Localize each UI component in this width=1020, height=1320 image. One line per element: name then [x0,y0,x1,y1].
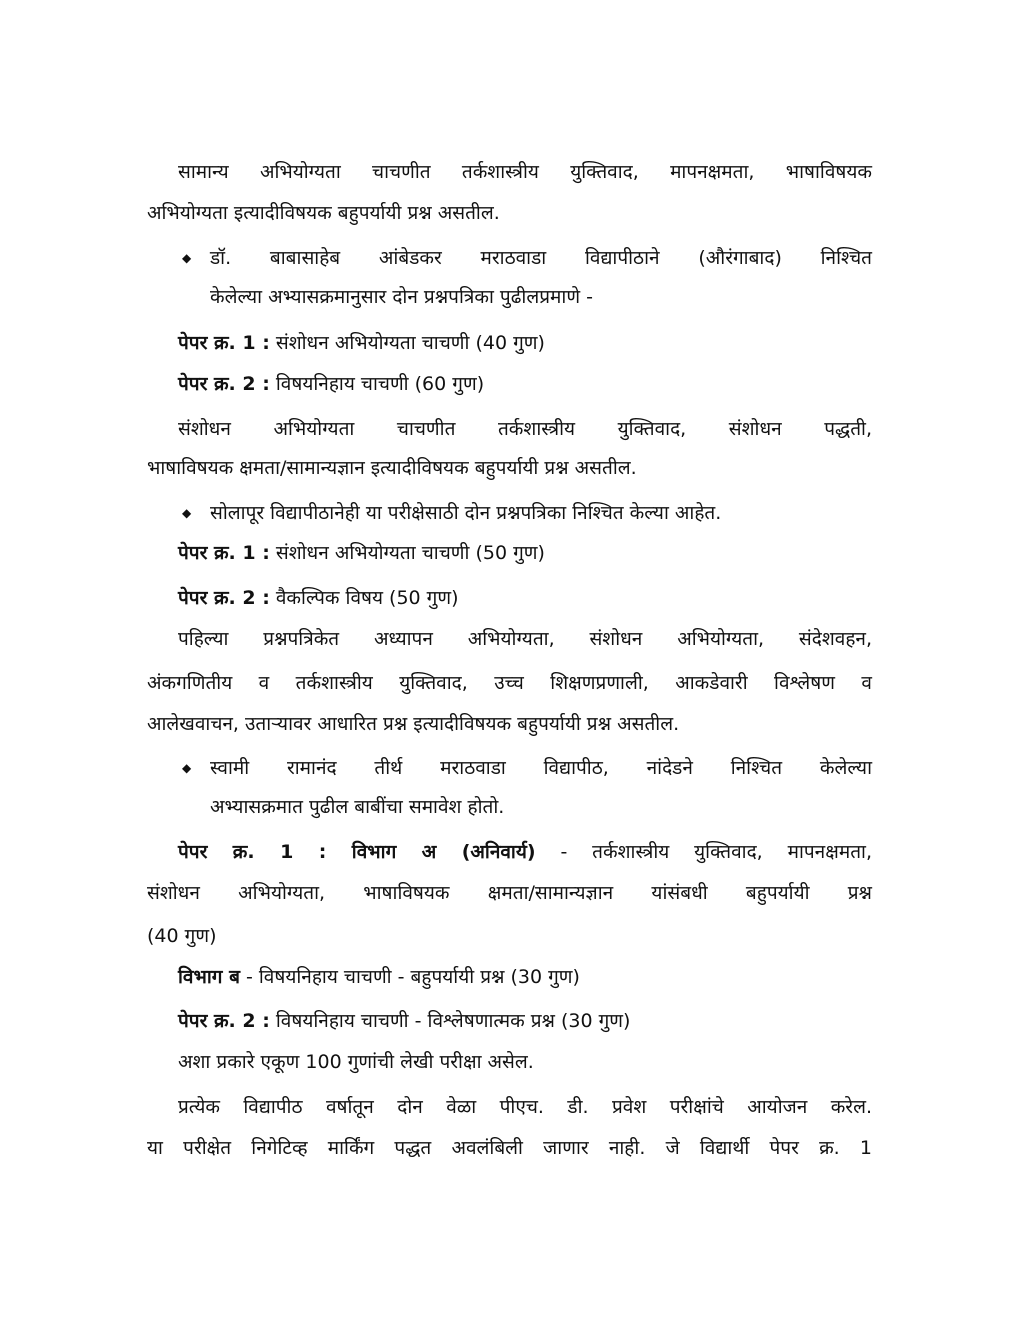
paper-label: पेपर क्र. 1 : विभाग अ (अनिवार्य) [178,841,536,863]
paper-desc: विषयनिहाय चाचणी (60 गुण) [269,373,485,395]
text-line: अशा प्रकारे एकूण 100 गुणांची लेखी परीक्षा असेल. [178,1051,534,1073]
paper-label: पेपर क्र. 2 : [178,587,270,609]
paper-desc: संशोधन अभियोग्यता चाचणी (50 गुण) [269,542,545,564]
paper-line [178,584,872,612]
diamond-bullet-icon: ◆ [182,761,192,775]
paper-desc: संशोधन अभियोग्यता चाचणी (40 गुण) [269,332,545,354]
text-line: केलेल्या अभ्यासक्रमानुसार दोन प्रश्नपत्रिका पुढीलप्रमाणे - [210,286,593,308]
text-line: सामान्य अभियोग्यता चाचणीत तर्कशास्त्रीय युक्तिवाद, मापनक्षमता, भाषाविषयक [178,161,872,183]
paper-line [178,539,872,567]
text-line: संशोधन अभियोग्यता चाचणीत तर्कशास्त्रीय युक्तिवाद, संशोधन पद्धती, [178,418,872,440]
text-line: या परीक्षेत निगेटिव्ह मार्किंग पद्धत अवलंबिली जाणार नाही. जे विद्यार्थी पेपर क्र. 1 [147,1137,872,1159]
paper-desc: विषयनिहाय चाचणी - विश्लेषणात्मक प्रश्न (30 गुण) [269,1010,631,1032]
text-line: अंकगणितीय व तर्कशास्त्रीय युक्तिवाद, उच्च शिक्षणप्रणाली, आकडेवारी विश्लेषण व [147,672,872,694]
paper-line [178,370,872,398]
text-line: प्रत्येक विद्यापीठ वर्षातून दोन वेळा पीएच. डी. प्रवेश परीक्षांचे आयोजन करेल. [178,1096,872,1118]
text-line: पहिल्या प्रश्नपत्रिकेत अध्यापन अभियोग्यता, संशोधन अभियोग्यता, संदेशवहन, [178,628,872,650]
text-line: (40 गुण) [147,925,217,947]
diamond-bullet-icon: ◆ [182,506,192,520]
paper-desc: - तर्कशास्त्रीय युक्तिवाद, मापनक्षमता, [535,841,872,863]
text-line: भाषाविषयक क्षमता/सामान्यज्ञान इत्यादीविषयक बहुपर्यायी प्रश्न असतील. [147,457,637,479]
section-label: विभाग ब [178,966,240,988]
text-line: संशोधन अभियोग्यता, भाषाविषयक क्षमता/सामान्यज्ञान यांसंबधी बहुपर्यायी प्रश्न [147,882,872,904]
paper-line [178,838,872,866]
paper-line [178,1007,872,1035]
paper-desc: वैकल्पिक विषय (50 गुण) [269,587,459,609]
diamond-bullet-icon: ◆ [182,251,192,265]
bullet-line: सोलापूर विद्यापीठानेही या परीक्षेसाठी दोन प्रश्नपत्रिका निश्चित केल्या आहेत. [210,502,722,524]
paper-label: पेपर क्र. 2 : [178,373,270,395]
text-line: आलेखवाचन, उताऱ्यावर आधारित प्रश्न इत्यादीविषयक बहुपर्यायी प्रश्न असतील. [147,713,680,735]
bullet-line: डॉ. बाबासाहेब आंबेडकर मराठवाडा विद्यापीठाने (औरंगाबाद) निश्चित [210,247,872,269]
paper-label: पेपर क्र. 1 : [178,542,270,564]
section-desc: - विषयनिहाय चाचणी - बहुपर्यायी प्रश्न (30 गुण) [239,966,580,988]
text-line: अभियोग्यता इत्यादीविषयक बहुपर्यायी प्रश्न असतील. [147,202,500,224]
bullet-line: स्वामी रामानंद तीर्थ मराठवाडा विद्यापीठ, नांदेडने निश्चित केलेल्या [210,757,872,779]
text-line: अभ्यासक्रमात पुढील बाबींचा समावेश होतो. [210,796,505,818]
paper-label: पेपर क्र. 1 : [178,332,270,354]
section-line [178,963,872,991]
paper-line [178,329,872,357]
paper-label: पेपर क्र. 2 : [178,1010,270,1032]
